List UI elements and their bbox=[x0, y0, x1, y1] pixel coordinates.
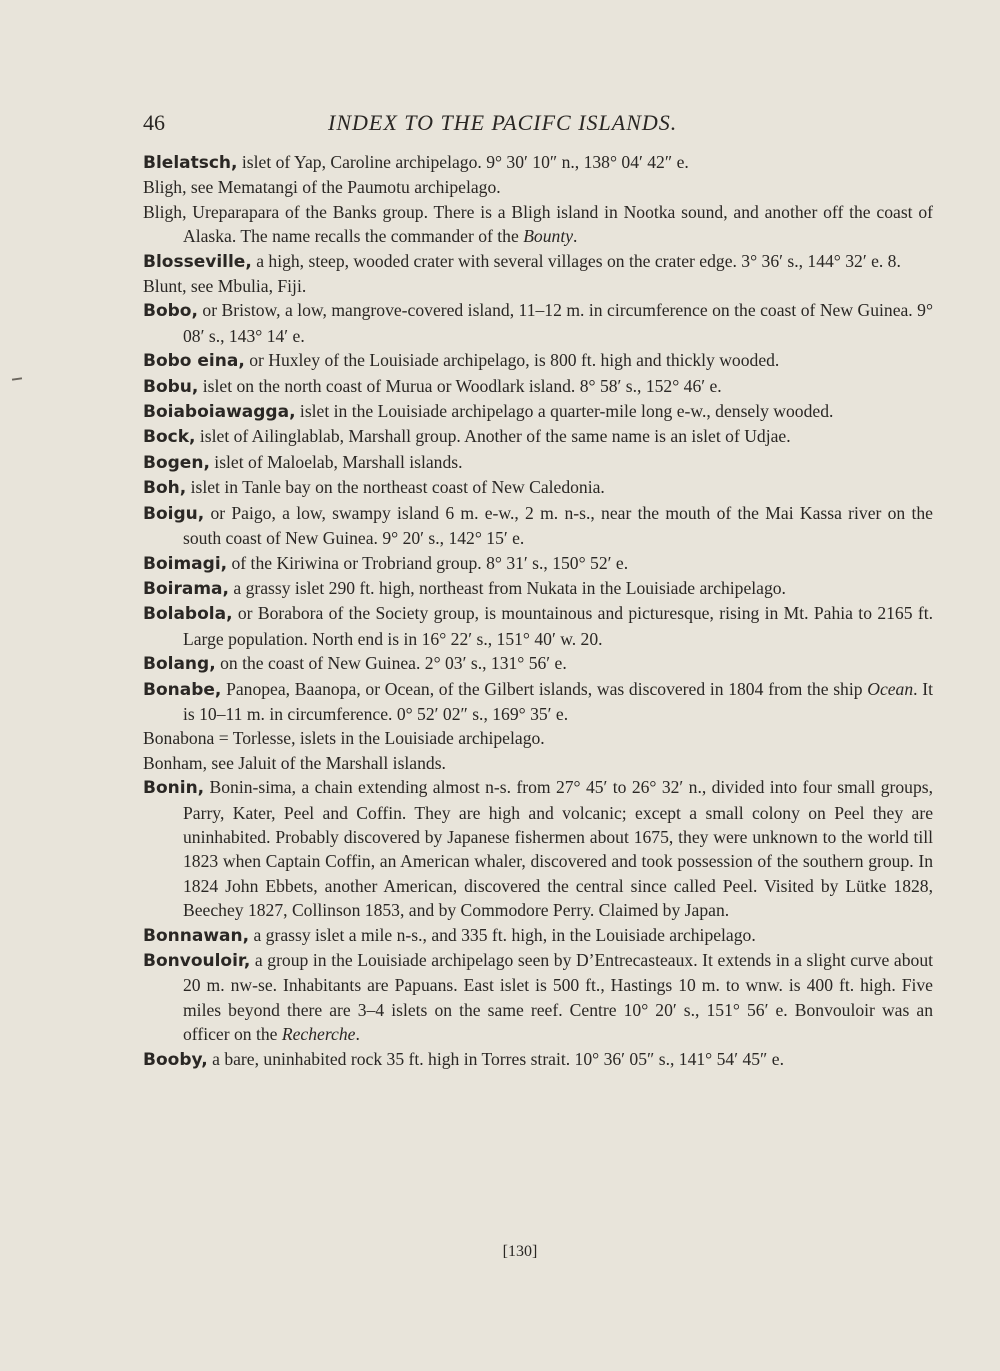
entry-text: islet in Tanle bay on the northeast coast of New Caledonia. bbox=[186, 477, 605, 498]
entry-text-tail: . bbox=[355, 1024, 360, 1045]
entry-ship-name: Ocean bbox=[867, 678, 914, 699]
entry-text: a grassy islet 290 ft. high, northeast from Nukata in the Louisiade archipelago. bbox=[228, 577, 786, 598]
entry-text: islet on the north coast of Murua or Woodlark island. 8° 58′ s., 152° 46′ e. bbox=[198, 375, 722, 396]
entry-text: of the Kiriwina or Trobriand group. 8° 31′ s., 150° 52′ e. bbox=[227, 552, 629, 573]
index-entry bbox=[143, 1047, 933, 1072]
index-entry bbox=[143, 348, 933, 373]
index-entry bbox=[143, 948, 933, 1047]
index-entry bbox=[143, 175, 933, 199]
entry-text-tail: . bbox=[573, 226, 578, 247]
index-entry bbox=[143, 274, 933, 298]
entry-text: islet of Maloelab, Marshall islands. bbox=[209, 451, 463, 472]
entry-text: Bligh, see Mematangi of the Paumotu archipelago. bbox=[143, 177, 501, 198]
index-entry bbox=[143, 374, 933, 399]
index-entry bbox=[143, 601, 933, 651]
index-entry bbox=[143, 726, 933, 750]
index-entry bbox=[143, 298, 933, 348]
entry-headword: Boiaboiawagga, bbox=[143, 402, 296, 423]
entry-text: a high, steep, wooded crater with several villages on the crater edge. 3° 36′ s., 144° 32′ e. 8. bbox=[251, 250, 901, 271]
index-entry bbox=[143, 576, 933, 601]
entry-text: on the coast of New Guinea. 2° 03′ s., 131° 56′ e. bbox=[215, 653, 567, 674]
entry-headword: Boh, bbox=[143, 478, 187, 499]
entry-ship-name: Bounty bbox=[523, 226, 574, 247]
index-entry bbox=[143, 249, 933, 274]
signature-mark: [130] bbox=[502, 1243, 538, 1260]
index-entry bbox=[143, 751, 933, 775]
entry-text: or Borabora of the Society group, is mountainous and picturesque, rising in Mt. Pahia to 2165 ft. Large population. North end is in 16° 22′ s., 151° 40′ w. 20. bbox=[183, 603, 933, 649]
entry-headword: Bobu, bbox=[143, 376, 199, 397]
entry-text: islet of Yap, Caroline archipelago. 9° 30′ 10″ n., 138° 04′ 42″ e. bbox=[237, 152, 689, 172]
running-title: INDEX TO THE PACIFC ISLANDS. bbox=[328, 110, 678, 135]
index-entry bbox=[143, 450, 933, 475]
entry-text: Bonabona = Torlesse, islets in the Louisiade archipelago. bbox=[143, 728, 545, 749]
entry-headword: Boimagi, bbox=[143, 553, 228, 574]
entry-text: or Bristow, a low, mangrove-covered island, 11–12 m. in circumference on the coast of New Guinea. 9° 08′ s., 143° 14′ e. bbox=[183, 300, 933, 346]
entry-headword: Bock, bbox=[143, 427, 196, 448]
entry-text: Blunt, see Mbulia, Fiji. bbox=[143, 276, 307, 297]
entry-text: islet of Ailinglablab, Marshall group. Another of the same name is an islet of Udjae. bbox=[195, 426, 791, 447]
index-entry bbox=[143, 424, 933, 449]
entry-headword: Bogen, bbox=[143, 452, 210, 473]
entry-headword: Bonabe, bbox=[143, 679, 222, 700]
page-header bbox=[143, 110, 930, 140]
entry-headword: Bolang, bbox=[143, 654, 216, 675]
entry-text: or Huxley of the Louisiade archipelago, is 800 ft. high and thickly wooded. bbox=[244, 350, 780, 371]
index-entry bbox=[143, 677, 933, 727]
entry-text: Panopea, Baanopa, or Ocean, of the Gilbert islands, was discovered in 1804 from the ship bbox=[221, 678, 868, 699]
index-entry bbox=[143, 475, 933, 500]
index-entry bbox=[143, 551, 933, 576]
entry-text: islet in the Louisiade archipelago a quarter-mile long e-w., densely wooded. bbox=[295, 401, 834, 422]
entry-headword: Bolabola, bbox=[143, 604, 233, 625]
margin-mark bbox=[12, 377, 22, 380]
index-entry bbox=[143, 651, 933, 676]
entry-text: Bonham, see Jaluit of the Marshall islands. bbox=[143, 752, 446, 773]
entry-text: a group in the Louisiade archipelago seen by D’Entrecasteaux. It extends in a slight curve about 20 m. nw-se. Inhabitants are Papuans. East islet is 500 ft., Hastings 10 m. to wnw. is 400 ft. high. Five miles beyond there are 3–4 islets on the same reef. Centre 10° 20′ s., 151° 56′ e. Bonvouloir was an officer on the bbox=[183, 950, 933, 1045]
entry-text: Bonin-sima, a chain extending almost n-s. from 27° 45′ to 26° 32′ n., divided into four small groups, Parry, Kater, Peel and Coffin. They are high and volcanic; except a small colony on Peel they are uninhabited. Probably discovered by Japanese fishermen about 1675, they were unknown to the world till 1823 when Captain Coffin, an American whaler, discovered and took possession of the southern group. In 1824 John Ebbets, another American, discovered the central since called Peel. Visited by Lütke 1828, Beechey 1827, Collinson 1853, and by Commodore Perry. Claimed by Japan. bbox=[183, 777, 933, 921]
entry-headword: Bobo, bbox=[143, 301, 198, 322]
entry-headword: Blosseville, bbox=[143, 251, 252, 272]
index-entry bbox=[143, 923, 933, 948]
entry-headword: Bonin, bbox=[143, 778, 205, 799]
entry-headword: Bonvouloir, bbox=[143, 951, 251, 971]
entry-headword: Blelatsch, bbox=[143, 153, 238, 173]
entry-headword: Booby, bbox=[143, 1049, 208, 1070]
entry-text: a grassy islet a mile n-s., and 335 ft. high, in the Louisiade archipelago. bbox=[249, 924, 756, 945]
entry-headword: Bobo eina, bbox=[143, 351, 245, 372]
index-entry bbox=[143, 399, 933, 424]
entry-text: or Paigo, a low, swampy island 6 m. e-w., 2 m. n-s., near the mouth of the Mai Kassa river on the south coast of New Guinea. 9° 20′ s., 142° 15′ e. bbox=[183, 502, 933, 549]
page-number: 46 bbox=[143, 110, 165, 135]
entry-headword: Boirama, bbox=[143, 578, 229, 599]
index-entry bbox=[143, 150, 933, 175]
entry-headword: Bonnawan, bbox=[143, 925, 250, 946]
index-entry bbox=[143, 501, 933, 551]
entry-text: a bare, uninhabited rock 35 ft. high in Torres strait. 10° 36′ 05″ s., 141° 54′ 45″ e. bbox=[207, 1048, 784, 1069]
index-entries bbox=[143, 150, 933, 1072]
index-entry bbox=[143, 775, 933, 922]
entry-headword: Boigu, bbox=[143, 503, 205, 524]
entry-ship-name: Recherche bbox=[281, 1024, 356, 1045]
entry-text: Bligh, Ureparapara of the Banks group. There is a Bligh island in Nootka sound, and another off the coast of Alaska. The name recalls the commander of the bbox=[143, 201, 933, 247]
index-entry bbox=[143, 200, 933, 249]
entry-text-tail: . It is 10–11 m. in circumference. 0° 52′ 02″ s., 169° 35′ e. bbox=[183, 678, 934, 724]
